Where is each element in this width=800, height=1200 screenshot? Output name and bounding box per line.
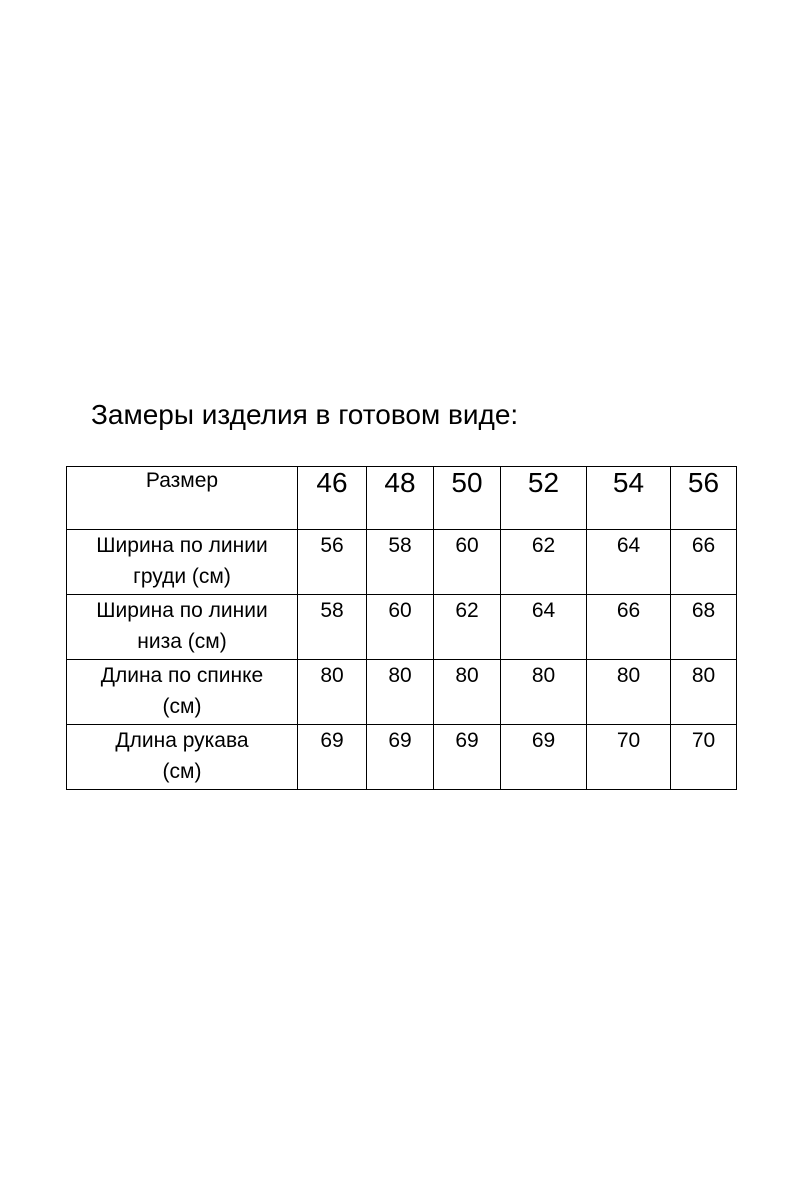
row-label-bottom-width — [67, 595, 298, 660]
table-cell: 62 — [434, 595, 501, 660]
row-label-line: груди (см) — [133, 565, 231, 588]
row-label-line: Длина по спинке — [100, 664, 264, 687]
table-cell: 69 — [367, 725, 434, 790]
table-row — [67, 725, 737, 790]
table-cell: 80 — [587, 660, 671, 725]
table-cell: 56 — [298, 530, 367, 595]
table-cell: 64 — [587, 530, 671, 595]
table-cell: 80 — [671, 660, 737, 725]
table-cell: 69 — [434, 725, 501, 790]
table-cell: 60 — [367, 595, 434, 660]
size-header-cell: 54 — [587, 467, 671, 530]
table-cell: 68 — [671, 595, 737, 660]
row-label-line: низа (см) — [137, 630, 227, 653]
table-cell: 69 — [501, 725, 587, 790]
row-label-sleeve-length — [67, 725, 298, 790]
table-cell: 64 — [501, 595, 587, 660]
table-cell: 80 — [434, 660, 501, 725]
size-header-cell: 50 — [434, 467, 501, 530]
size-header-cell: 56 — [671, 467, 737, 530]
table-cell: 66 — [587, 595, 671, 660]
row-label-line: (см) — [162, 760, 202, 783]
row-label-line: (см) — [162, 695, 202, 718]
table-cell: 66 — [671, 530, 737, 595]
table-row — [67, 530, 737, 595]
table-cell: 70 — [587, 725, 671, 790]
table-cell: 80 — [367, 660, 434, 725]
size-header-label: Размер — [67, 467, 298, 530]
table-cell: 58 — [298, 595, 367, 660]
size-header-cell: 52 — [501, 467, 587, 530]
table-cell: 58 — [367, 530, 434, 595]
table-cell: 80 — [501, 660, 587, 725]
page-title: Замеры изделия в готовом виде: — [91, 399, 519, 430]
table-row — [67, 595, 737, 660]
row-label-line: Ширина по линии — [96, 534, 268, 557]
table-cell: 70 — [671, 725, 737, 790]
table-row — [67, 660, 737, 725]
table-cell: 69 — [298, 725, 367, 790]
row-label-back-length — [67, 660, 298, 725]
row-label-line: Длина рукава — [115, 729, 249, 752]
size-chart-table — [66, 466, 737, 790]
table-cell: 62 — [501, 530, 587, 595]
size-header-cell: 48 — [367, 467, 434, 530]
row-label-chest-width — [67, 530, 298, 595]
table-cell: 60 — [434, 530, 501, 595]
table-cell: 80 — [298, 660, 367, 725]
row-label-line: Ширина по линии — [96, 599, 268, 622]
table-header-row — [67, 467, 737, 530]
size-header-cell: 46 — [298, 467, 367, 530]
